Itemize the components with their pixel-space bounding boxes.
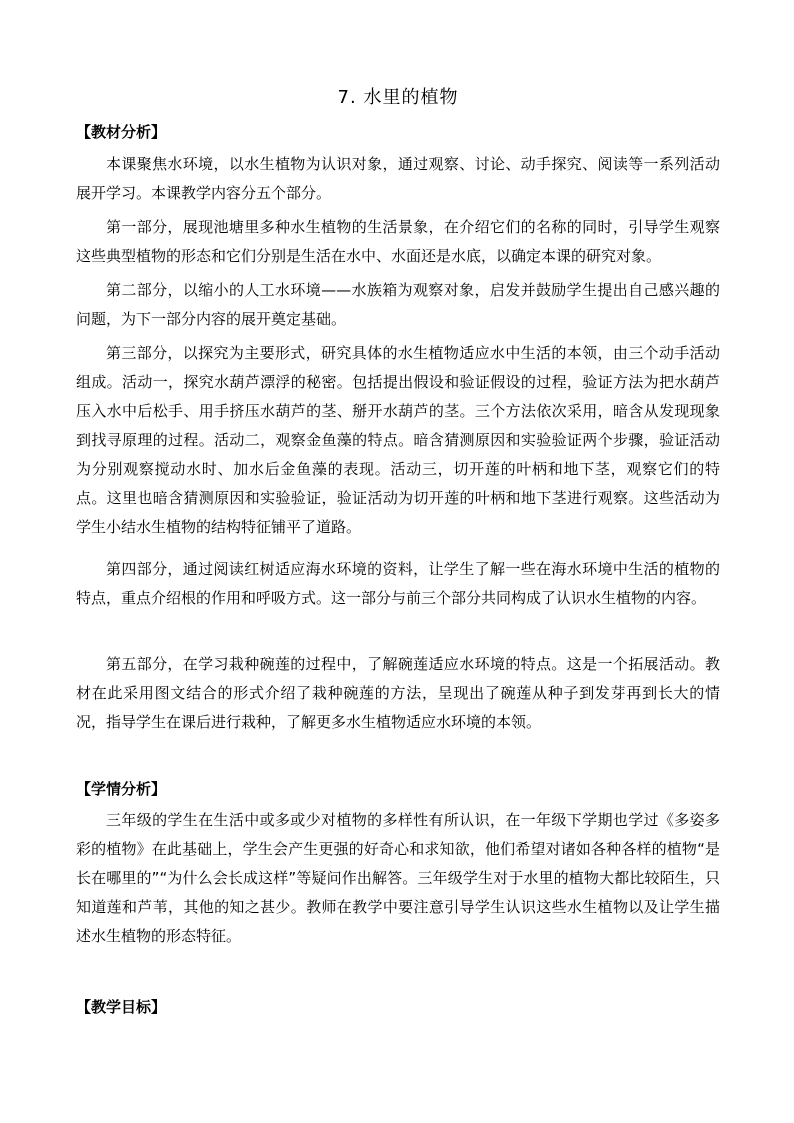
section-heading-learner-analysis: 【学情分析】 bbox=[76, 780, 167, 798]
section-heading-teaching-goals: 【教学目标】 bbox=[76, 998, 167, 1016]
paragraph-intro: 本课聚焦水环境，以水生植物为认识对象，通过观察、讨论、动手探究、阅读等一系列活动展开学习。本课教学内容分五个部分。 bbox=[76, 155, 720, 202]
paragraph-part-one: 第一部分，展现池塘里多种水生植物的生活景象，在介绍它们的名称的同时，引导学生观察这些典型植物的形态和它们分别是生活在水中、水面还是水底，以确定本课的研究对象。 bbox=[76, 218, 720, 265]
section-heading-textbook-analysis: 【教材分析】 bbox=[76, 123, 167, 141]
paragraph-part-two: 第二部分，以缩小的人工水环境——水族箱为观察对象，启发并鼓励学生提出自己感兴趣的问题，为下一部分内容的展开奠定基础。 bbox=[76, 281, 720, 328]
paragraph-part-five: 第五部分，在学习栽种碗莲的过程中，了解碗莲适应水环境的特点。这是一个拓展活动。教材在此采用图文结合的形式介绍了栽种碗莲的方法，呈现出了碗莲从种子到发芽再到长大的情况，指导学生在课后进行栽种，了解更多水生植物适应水环境的本领。 bbox=[76, 655, 720, 731]
paragraph-learner-analysis: 三年级的学生在生活中或多或少对植物的多样性有所认识，在一年级下学期也学过《多姿多彩的植物》在此基础上，学生会产生更强的好奇心和求知欲，他们希望对诸如各种各样的植物“是长在哪里的”“为什么会长成这样”等疑问作出解答。三年级学生对于水里的植物大都比较陌生，只知道莲和芦苇，其他的知之甚少。教师在教学中要注意引导学生认识这些水生植物以及让学生描述水生植物的形态特征。 bbox=[76, 811, 720, 945]
paragraph-part-three: 第三部分，以探究为主要形式，研究具体的水生植物适应水中生活的本领，由三个动手活动组成。活动一，探究水葫芦漂浮的秘密。包括提出假设和验证假设的过程，验证方法为把水葫芦压入水中后松手、用手挤压水葫芦的茎、掰开水葫芦的茎。三个方法依次采用，暗含从发现现象到找寻原理的过程。活动二，观察金鱼藻的特点。暗含猜测原因和实验验证两个步骤，验证活动为分别观察搅动水时、加水后金鱼藻的表现。活动三，切开莲的叶柄和地下茎，观察它们的特点。这里也暗含猜测原因和实验验证，验证活动为切开莲的叶柄和地下茎进行观察。这些活动为学生小结水生植物的结构特征铺平了道路。 bbox=[76, 344, 720, 536]
paragraph-part-four: 第四部分，通过阅读红树适应海水环境的资料，让学生了解一些在海水环境中生活的植物的特点，重点介绍根的作用和呼吸方式。这一部分与前三个部分共同构成了认识水生植物的内容。 bbox=[76, 560, 720, 607]
page-title: 7. 水里的植物 bbox=[337, 87, 459, 108]
